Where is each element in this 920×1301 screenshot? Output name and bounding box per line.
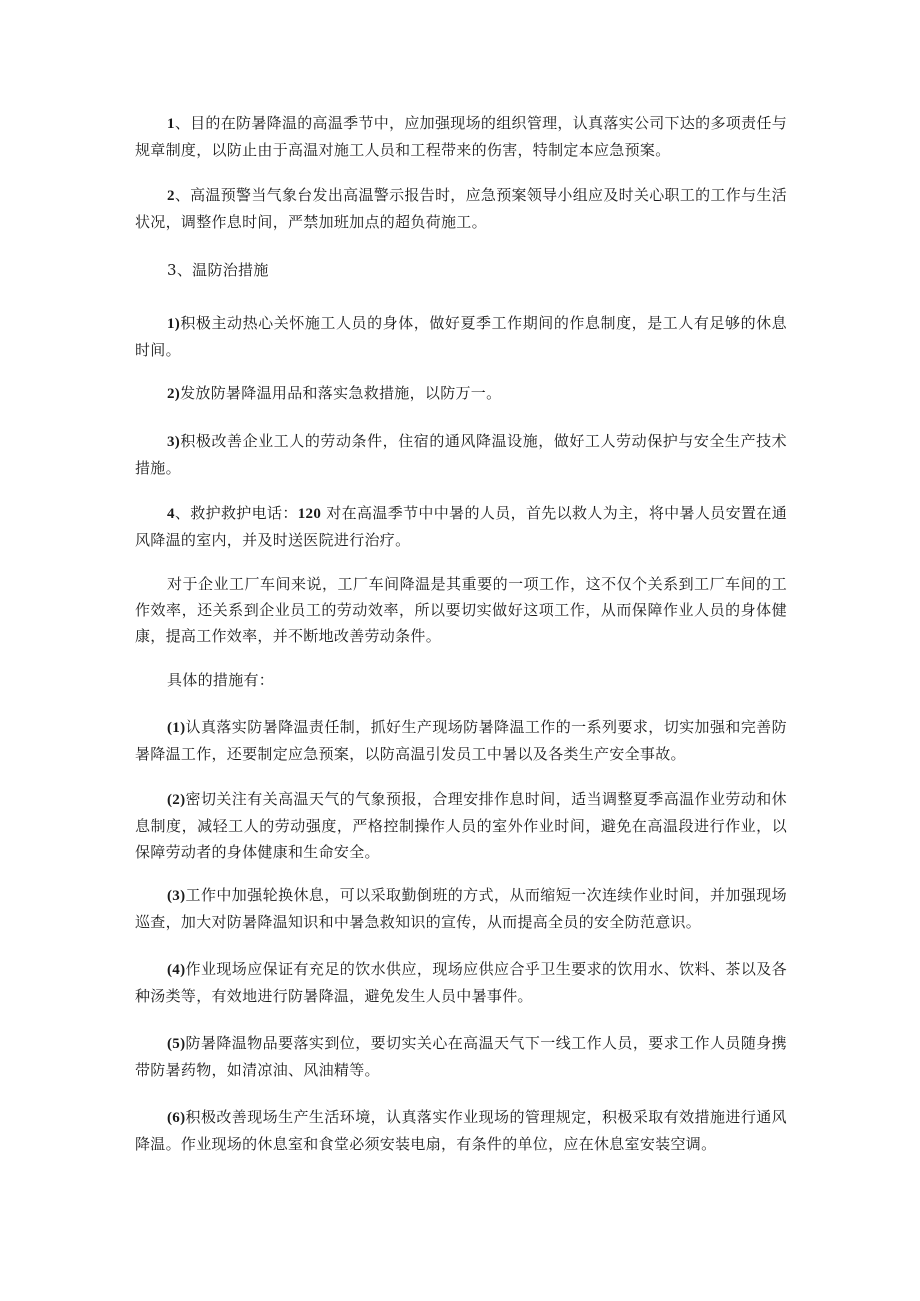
paragraph-text: 工作中加强轮换休息，可以采取勤倒班的方式，从而缩短一次连续作业时间，并加强现场巡查，加大对防暑降温知识和中暑急救知识的宣传，从而提高全员的安全防范意识。 bbox=[135, 886, 787, 931]
paragraph-number: 2 bbox=[167, 188, 175, 204]
paragraph-measure-2 bbox=[135, 380, 787, 407]
paragraph-number: (3) bbox=[167, 888, 186, 904]
paragraph-text: 、目的在防暑降温的高温季节中，应加强现场的组织管理，认真落实公司下达的多项责任与规章制度，以防止由于高温对施工人员和工程带来的伤害，特制定本应急预案。 bbox=[135, 114, 787, 159]
paragraph-text: 3、温防治措施 bbox=[167, 261, 269, 279]
paragraph-specific-4 bbox=[135, 956, 787, 1009]
paragraph-number: 2) bbox=[167, 386, 181, 402]
paragraph-text: 密切关注有关高温天气的气象预报，合理安排作息时间，适当调整夏季高温作业劳动和休息制度，减轻工人的劳动强度，严格控制操作人员的室外作业时间，避免在高温段进行作业，以保障劳动者的身体健康和生命安全。 bbox=[135, 790, 787, 861]
paragraph-number: 4 bbox=[167, 506, 175, 522]
paragraph-number: (1) bbox=[167, 720, 186, 736]
paragraph-number: 1) bbox=[167, 316, 181, 332]
paragraph-number: (6) bbox=[167, 1110, 186, 1126]
paragraph-number: 3) bbox=[167, 434, 181, 450]
paragraph-specific-1 bbox=[135, 714, 787, 767]
paragraph-text: 防暑降温物品要落实到位，要切实关心在高温天气下一线工作人员，要求工作人员随身携带防暑药物，如清凉油、风油精等。 bbox=[135, 1034, 787, 1079]
paragraph-text: 、救护救护电话： bbox=[174, 504, 298, 522]
paragraph-number: 1 bbox=[167, 116, 175, 132]
paragraph-text: 认真落实防暑降温责任制，抓好生产现场防暑降温工作的一系列要求，切实加强和完善防暑降温工作，还要制定应急预案，以防高温引发员工中暑以及各类生产安全事故。 bbox=[135, 718, 787, 763]
paragraph-factory-cooling bbox=[135, 571, 787, 649]
paragraph-specific-measures-heading bbox=[135, 667, 787, 693]
paragraph-specific-5 bbox=[135, 1030, 787, 1083]
paragraph-text: 作业现场应保证有充足的饮水供应，现场应供应合乎卫生要求的饮用水、饮料、茶以及各种汤类等，有效地进行防暑降温，避免发生人员中暑事件。 bbox=[135, 960, 787, 1005]
paragraph-number: (2) bbox=[167, 792, 186, 808]
paragraph-heat-warning bbox=[135, 182, 787, 235]
paragraph-number: (5) bbox=[167, 1036, 186, 1052]
paragraph-text: 发放防暑降温用品和落实急救措施，以防万一。 bbox=[180, 384, 502, 402]
emergency-phone-number: 120 bbox=[297, 506, 322, 522]
paragraph-text: 积极主动热心关怀施工人员的身体，做好夏季工作期间的作息制度，是工人有足够的休息时间。 bbox=[135, 314, 787, 359]
paragraph-text: 具体的措施有： bbox=[167, 671, 275, 689]
paragraph-measure-3 bbox=[135, 428, 787, 481]
paragraph-text: 、高温预警当气象台发出高温警示报告时，应急预案领导小组应及时关心职工的工作与生活状况，调整作息时间，严禁加班加点的超负荷施工。 bbox=[135, 186, 787, 231]
paragraph-purpose bbox=[135, 110, 787, 163]
paragraph-text: 对于企业工厂车间来说，工厂车间降温是其重要的一项工作，这不仅个关系到工厂车间的工作效率，还关系到企业员工的劳动效率，所以要切实做好这项工作，从而保障作业人员的身体健康，提高工作效率，并不断地改善劳动条件。 bbox=[135, 575, 787, 645]
paragraph-text: 积极改善现场生产生活环境，认真落实作业现场的管理规定，积极采取有效措施进行通风降温。作业现场的休息室和食堂必须安装电扇，有条件的单位，应在休息室安装空调。 bbox=[135, 1108, 787, 1153]
paragraph-text-continued: 对在高温季节中中暑的人员，首先以救人为主，将中暑人员安置在通风降温的室内，并及时送医院进行治疗。 bbox=[135, 504, 787, 549]
paragraph-specific-6 bbox=[135, 1104, 787, 1157]
paragraph-number: (4) bbox=[167, 962, 186, 978]
paragraph-specific-3 bbox=[135, 882, 787, 935]
paragraph-specific-2 bbox=[135, 786, 787, 865]
paragraph-text: 积极改善企业工人的劳动条件，住宿的通风降温设施，做好工人劳动保护与安全生产技术措施。 bbox=[135, 432, 787, 477]
paragraph-prevention-heading bbox=[135, 257, 787, 283]
paragraph-rescue-phone bbox=[135, 500, 787, 553]
paragraph-measure-1 bbox=[135, 310, 787, 363]
